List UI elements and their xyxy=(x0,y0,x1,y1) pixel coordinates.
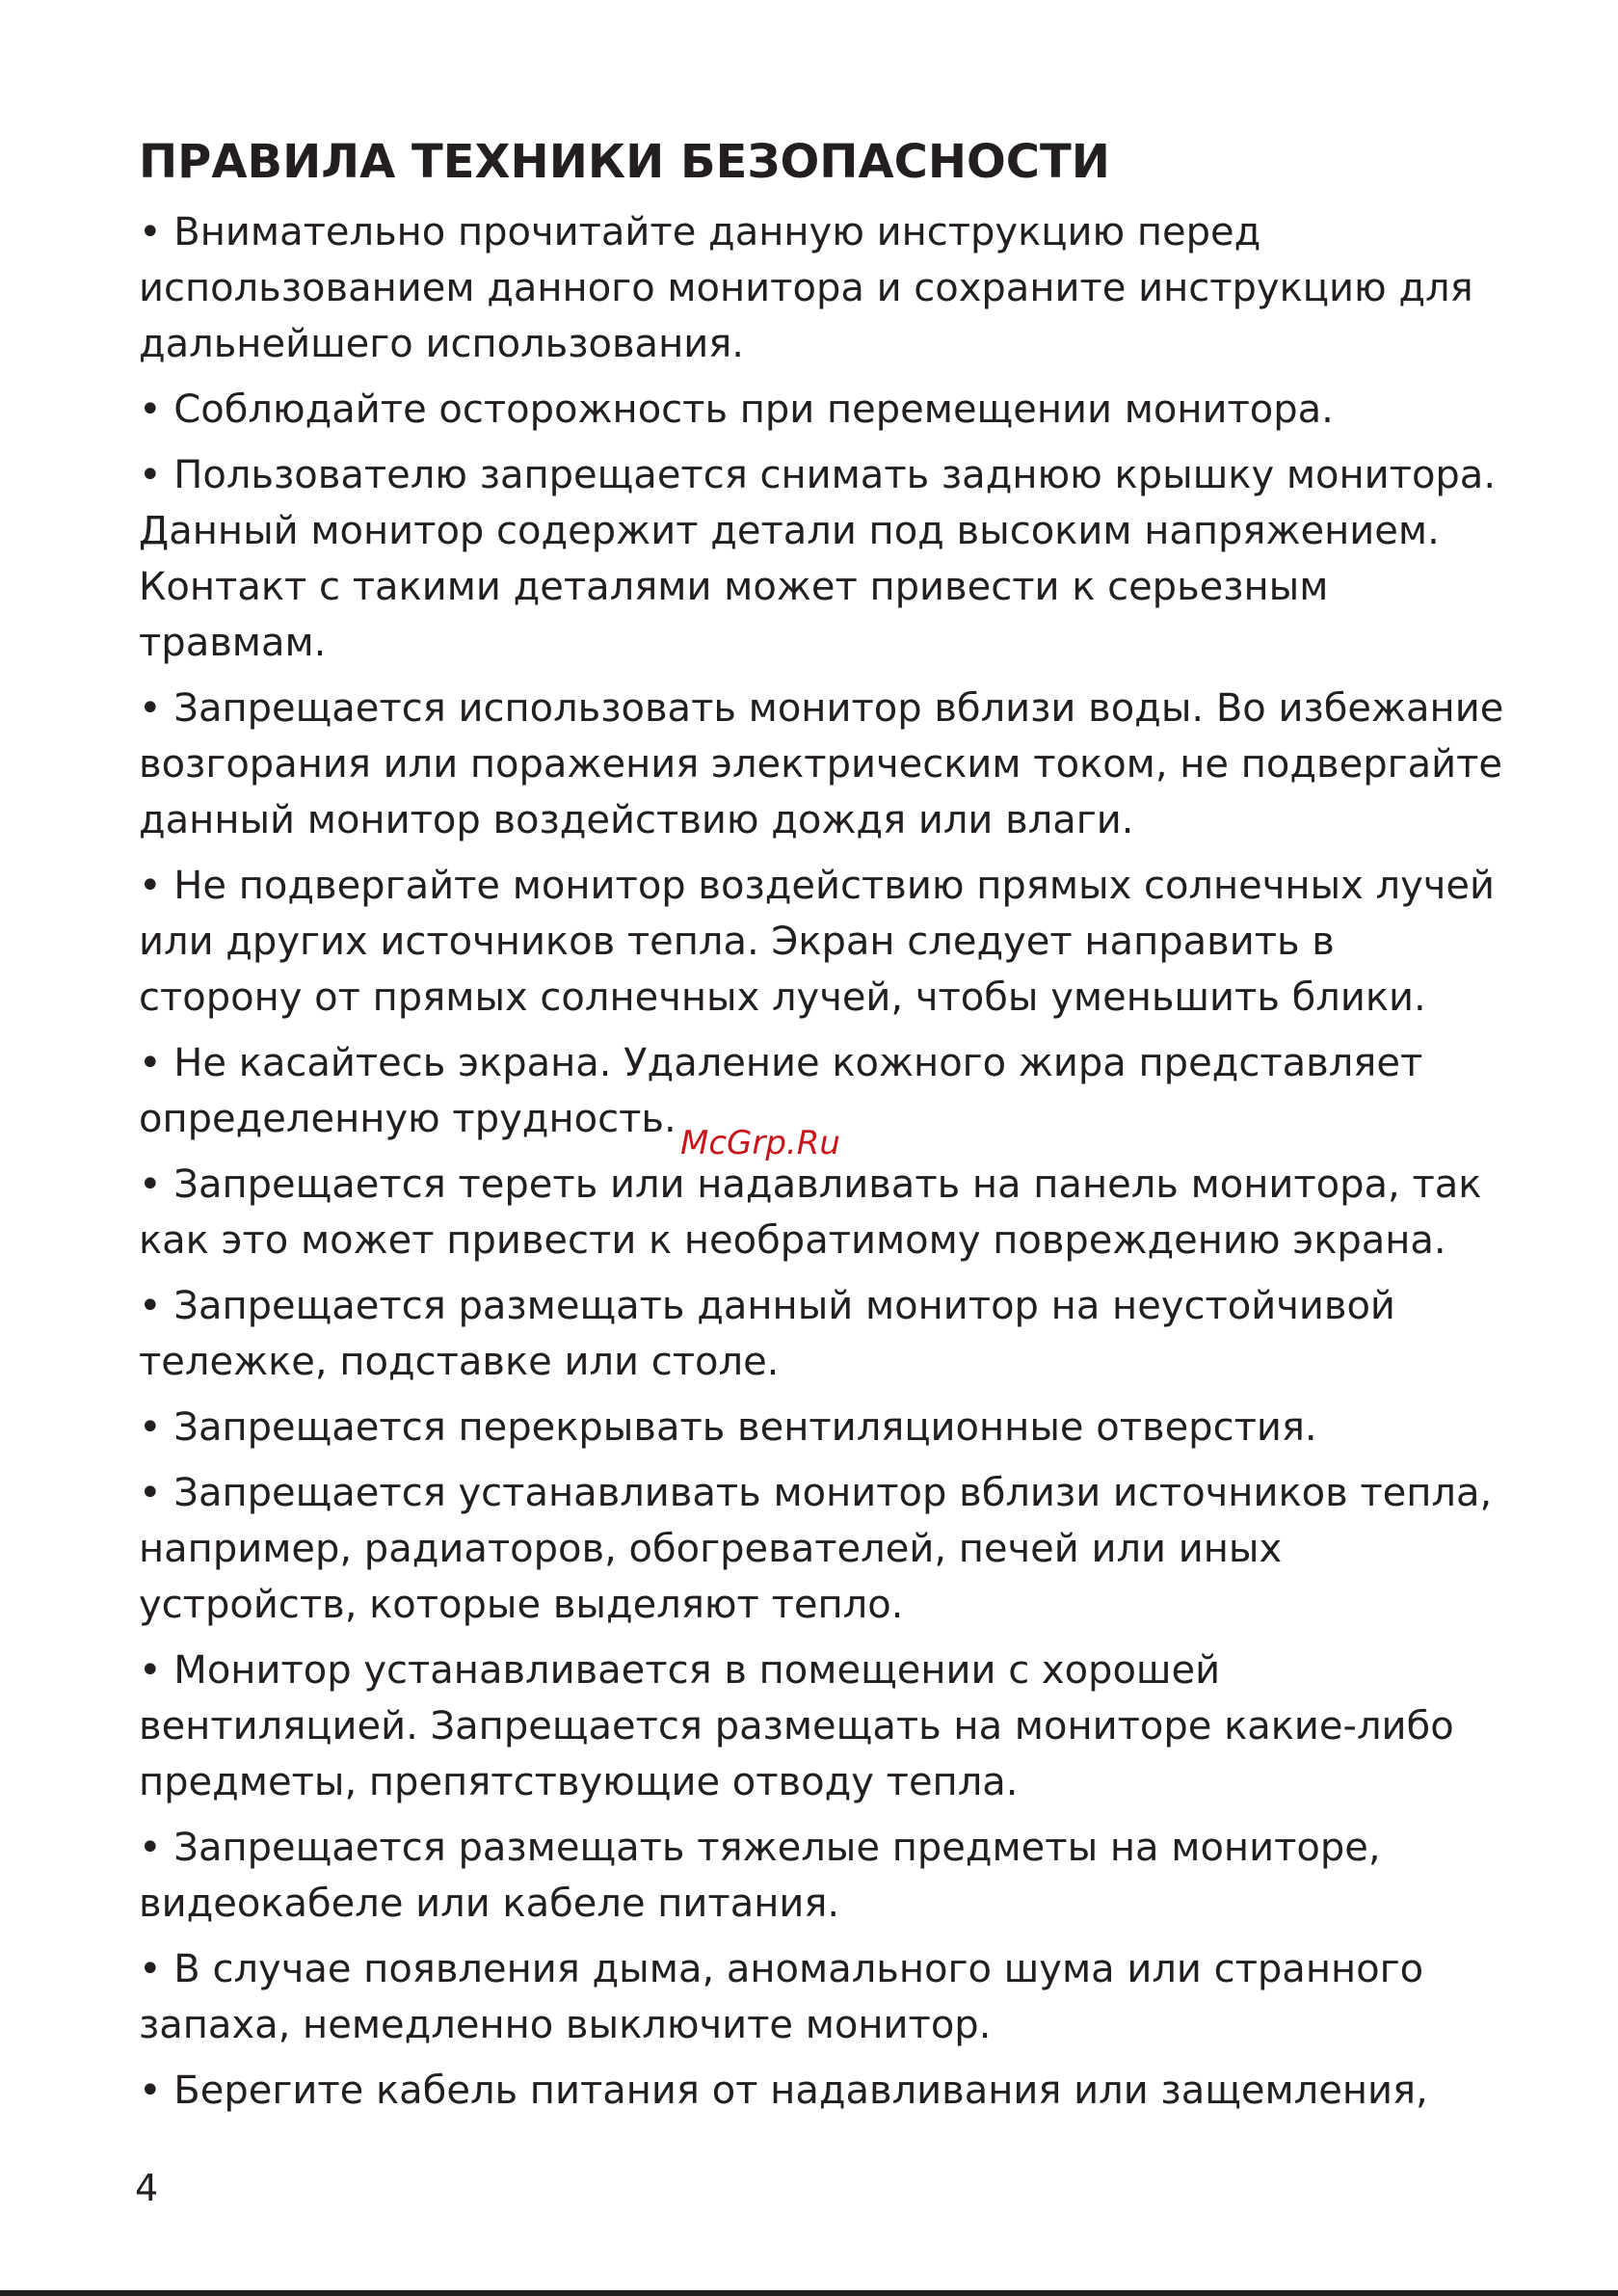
safety-item-12: • Запрещается размещать тяжелые предметы на мониторе, видеокабеле или кабеле питания. xyxy=(139,1826,1381,1926)
bottom-divider xyxy=(0,2290,1618,2296)
watermark: McGrp.Ru xyxy=(680,1124,840,1162)
safety-item-7: • Запрещается тереть или надавливать на панель монитора, так как это может привести к необратимому повреждению экрана. xyxy=(139,1162,1482,1263)
safety-item-9: • Запрещается перекрывать вентиляционные отверстия. xyxy=(139,1405,1317,1450)
safety-item-2: • Соблюдайте осторожность при перемещении монитора. xyxy=(139,387,1334,432)
safety-item-14: • Берегите кабель питания от надавливания или защемления, xyxy=(139,2069,1428,2113)
safety-item-1: • Внимательно прочитайте данную инструкцию перед использованием данного монитора и сохраните инструкцию для дальнейшего использования. xyxy=(139,210,1473,366)
safety-item-11: • Монитор устанавливается в помещении с хорошей вентиляцией. Запрещается размещать на мониторе какие-либо предметы, препятствующие отводу тепла. xyxy=(139,1648,1454,1804)
safety-item-8: • Запрещается размещать данный монитор на неустойчивой тележке, подставке или столе. xyxy=(139,1284,1395,1384)
safety-item-13: • В случае появления дыма, аномального шума или странного запаха, немедленно выключите монитор. xyxy=(139,1947,1424,2047)
safety-item-3: • Пользователю запрещается снимать заднюю крышку монитора. Данный монитор содержит детали под высоким напряжением. Контакт с такими деталями может привести к серьезным травмам. xyxy=(139,453,1497,665)
page-title: ПРАВИЛА ТЕХНИКИ БЕЗОПАСНОСТИ xyxy=(139,135,1110,189)
safety-item-5: • Не подвергайте монитор воздействию прямых солнечных лучей или других источников тепла. Экран следует направить в сторону от прямых солнечных лучей, чтобы уменьшить блики. xyxy=(139,864,1495,1020)
safety-item-4: • Запрещается использовать монитор вблизи воды. Во избежание возгорания или поражения электрическим током, не подвергайте данный монитор воздействию дождя или влаги. xyxy=(139,686,1504,842)
safety-item-10: • Запрещается устанавливать монитор вблизи источников тепла, например, радиаторов, обогревателей, печей или иных устройств, которые выделяют тепло. xyxy=(139,1471,1493,1627)
page-number: 4 xyxy=(135,2167,159,2209)
safety-item-6: • Не касайтесь экрана. Удаление кожного жира представляет определенную трудность. xyxy=(139,1041,1423,1141)
